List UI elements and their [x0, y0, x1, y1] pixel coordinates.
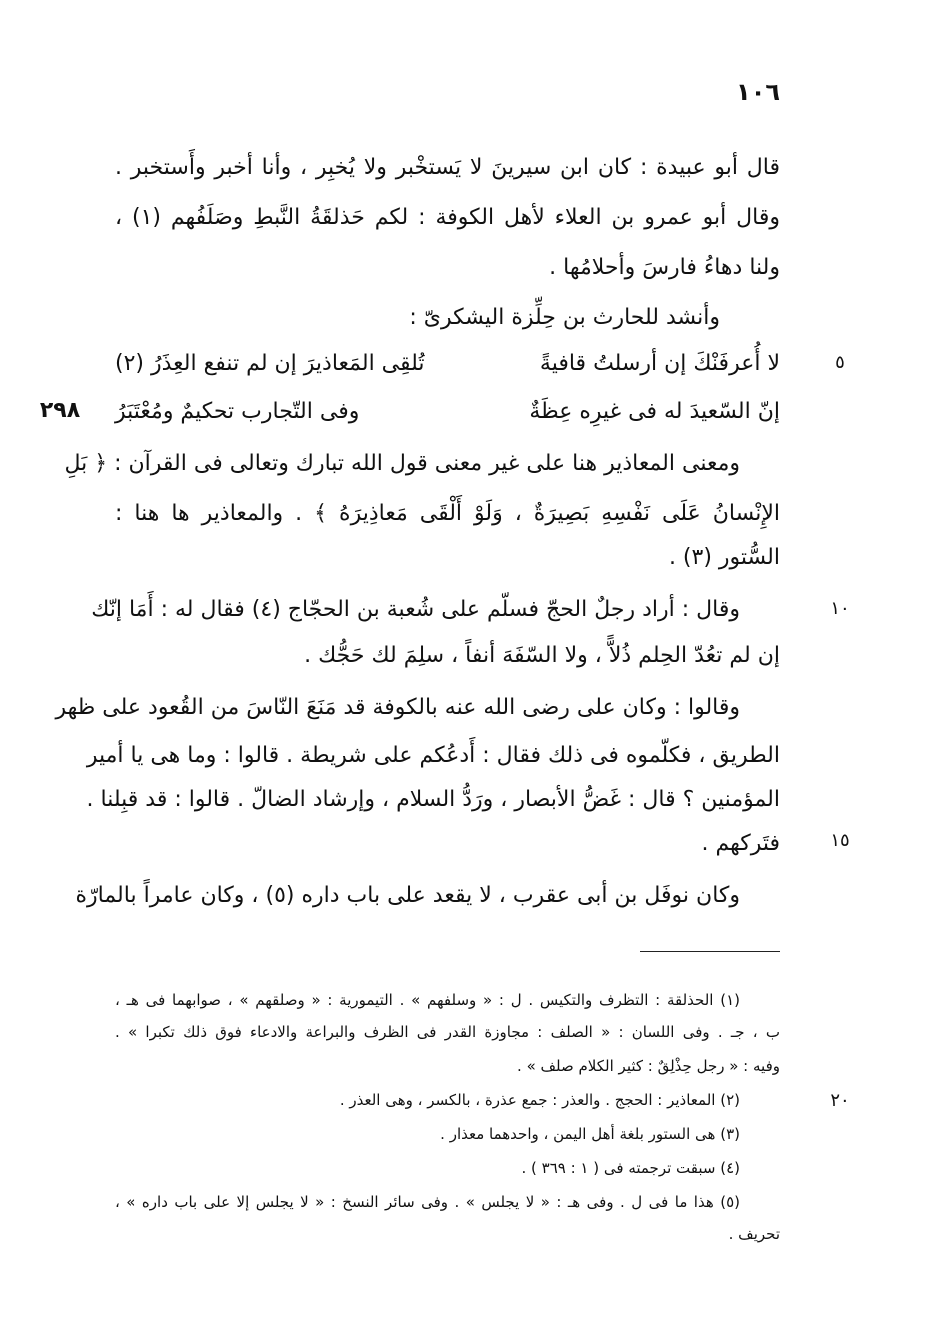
verse-second-hemistich: وفى التّجارب تحكيمٌ ومُعْتَبَرُ: [115, 399, 360, 424]
text-line: وقال أبو عمرو بن العلاء لأهل الكوفة : لكم حَذلقَةُ النَّبطِ وصَلَفُهم (١) ،: [115, 205, 780, 230]
text-line: الطريق ، فكلّموه فى ذلك فقال : أَدعُكم على شريطة . قالوا : وما هى يا أمير: [86, 743, 780, 768]
text-line: ومعنى المعاذير هنا على غير معنى قول الله تبارك وتعالى فى القرآن : ﴿ بَلِ: [64, 451, 740, 476]
line-number-margin: ٥: [835, 352, 845, 373]
verse-first-hemistich: إنّ السّعيدَ له فى غيرِه عِظَةٌ: [529, 399, 780, 424]
footnote-line: تحريف .: [728, 1225, 780, 1243]
text-line: وكان نوفَل بن أبى عقرب ، لا يقعد على باب داره (٥) ، وكان عامراً بالمارّة: [75, 883, 740, 908]
text-line: قال أبو عبيدة : كان ابن سيرينَ لا يَستخْبر ولا يُخبِر ، وأنا أخبر وأَستخبر .: [115, 155, 780, 180]
footnote-line: (٥) هذا ما فى ل . وفى هـ : « لا يجلس » . وفى سائر النسخ : « لا يجلس إلا على باب داره » ،: [115, 1193, 740, 1211]
line-number-margin: ٢٠: [830, 1090, 850, 1111]
footnote-line: (٣) هى الستور بلغة أهل اليمن ، واحدهما معذار .: [440, 1125, 740, 1143]
text-line: فتَركهم .: [701, 831, 780, 856]
text-line: إن لم تعُدّ الحِلم ذُلاًّ ، ولا السّفَهَ أنفاً ، سلِمَ لك حَجُّك .: [304, 643, 780, 668]
footnote-line: (٤) سبقت ترجمته فى ( ١ : ٣٦٩ ) .: [521, 1159, 740, 1177]
verse-line: [115, 344, 780, 384]
verse-line: [115, 392, 780, 432]
footnote-line: (١) الحذلقة : التظرف والتكيس . ل : « وسلفهم » . التيمورية : « وصلقهم » ، صوابهما فى هـ ،: [115, 991, 740, 1009]
text-line: السُّتور (٣) .: [668, 545, 780, 570]
text-line: وقالوا : وكان على رضى الله عنه بالكوفة قد مَنَعَ النّاسَ من القُعود على ظهر: [55, 695, 740, 720]
text-line: الإِنْسانُ عَلَى نَفْسِهِ بَصِيرَةٌ ، وَلَوْ أَلْقَى مَعاذِيرَهُ ﴾ . والمعاذير ها هنا :: [115, 501, 780, 526]
verse-second-hemistich: تُلقِى المَعاذيرَ إن لم تنفع العِذَرُ (٢): [115, 351, 425, 376]
text-line: وأنشد للحارث بن حِلِّزة اليشكرىّ :: [409, 305, 720, 330]
text-line: وقال : أراد رجلٌ الحجّ فسلّم على شُعبة بن الحجّاج (٤) فقال له : أَمَا إنّك: [91, 597, 740, 622]
footnote-line: ب ، جـ . وفى اللسان : « الصلف : مجاوزة القدر فى الظرف والبراعة والادعاء فوق ذلك تكبرا » .: [115, 1023, 780, 1041]
original-page-reference: ٢٩٨: [39, 398, 81, 423]
text-line: ولنا دهاءُ فارسَ وأحلامُها .: [549, 255, 780, 280]
verse-first-hemistich: لا أُعرفَنْكَ إن أرسلتُ قافيةً: [539, 351, 780, 376]
line-number-margin: ١٠: [830, 598, 850, 619]
line-number-margin: ١٥: [830, 830, 850, 851]
footnote-line: (٢) المعاذير : الحجج . والعذر : جمع عذرة ، بالكسر ، وهى العذر .: [339, 1091, 740, 1109]
footnote-line: وفيه : « رجل حِذْلِقٌ : كثير الكلام صلف » .: [517, 1057, 780, 1075]
page-number: ١٠٦: [736, 78, 780, 106]
footnote-separator: [640, 951, 780, 952]
text-line: المؤمنين ؟ قال : غَضُّ الأبصار ، ورَدُّ السلام ، وإرشاد الضالّ . قالوا : قد قبِلنا .: [86, 787, 780, 812]
